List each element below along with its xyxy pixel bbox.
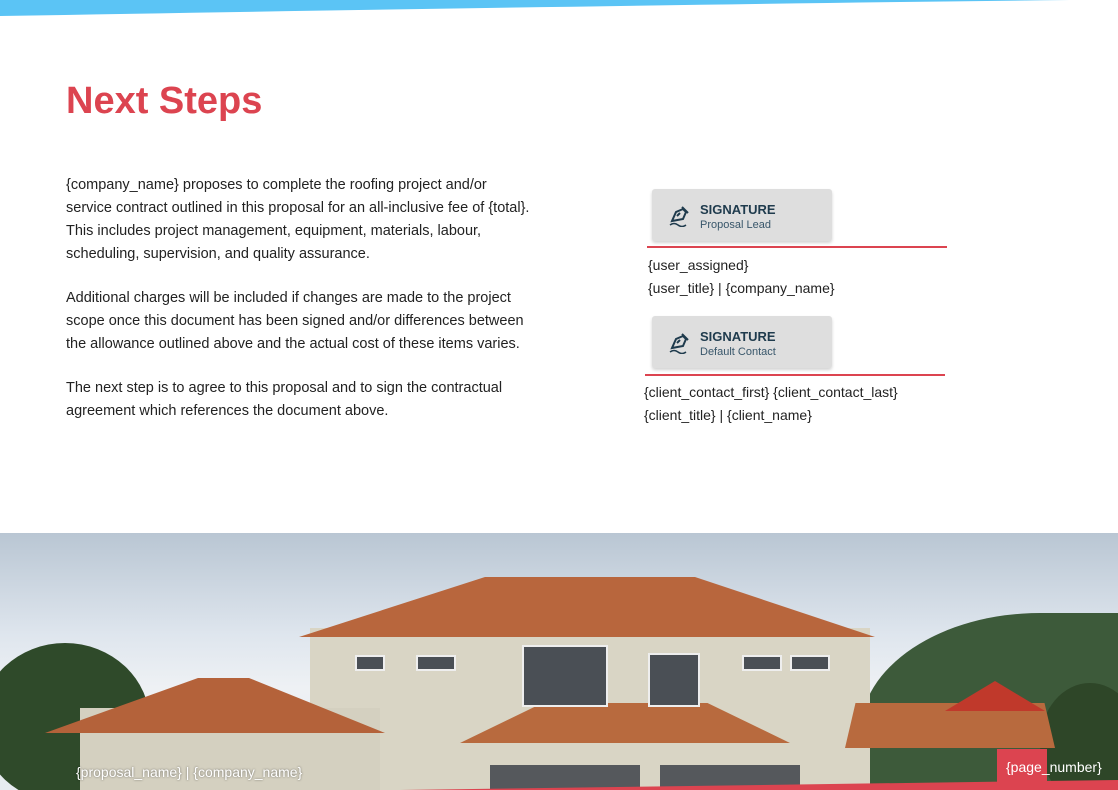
signature-label: SIGNATURE — [700, 329, 776, 344]
paragraph: Additional charges will be included if changes are made to the project scope once this document has been signed and/or differences between the allowance outlined above and the actual cost of these items varies. — [66, 290, 524, 352]
body-text — [66, 174, 536, 444]
paragraph: {company_name} proposes to complete the roofing project and/or service contract outlined in this proposal for an all-inclusive fee of {total}. This includes project management, equipment, materials, labour, scheduling, supervision, and quality assurance. — [66, 177, 530, 262]
signer-title: {user_title} | {company_name} — [648, 280, 835, 296]
signature-button-proposal-lead[interactable] — [652, 189, 832, 241]
page-title: Next Steps — [66, 80, 263, 122]
signer-name: {user_assigned} — [648, 257, 749, 273]
paragraph: The next step is to agree to this proposal and to sign the contractual agreement which references the document above. — [66, 380, 503, 419]
signature-label: SIGNATURE — [700, 202, 776, 217]
signer-info — [648, 254, 835, 300]
pen-icon — [668, 330, 692, 354]
footer-proposal-company: {proposal_name} | {company_name} — [76, 764, 303, 780]
top-accent-bar — [0, 0, 1118, 16]
signature-role: Default Contact — [700, 346, 776, 358]
signature-line — [645, 374, 945, 376]
signature-role: Proposal Lead — [700, 219, 771, 231]
signature-line — [647, 246, 947, 248]
client-name: {client_contact_first} {client_contact_last} — [644, 384, 898, 400]
house-photo — [0, 533, 1118, 790]
client-info — [644, 381, 898, 427]
client-title: {client_title} | {client_name} — [644, 407, 812, 423]
pen-icon — [668, 203, 692, 227]
page-number: {page_number} — [1006, 759, 1102, 775]
signature-button-default-contact[interactable] — [652, 316, 832, 368]
